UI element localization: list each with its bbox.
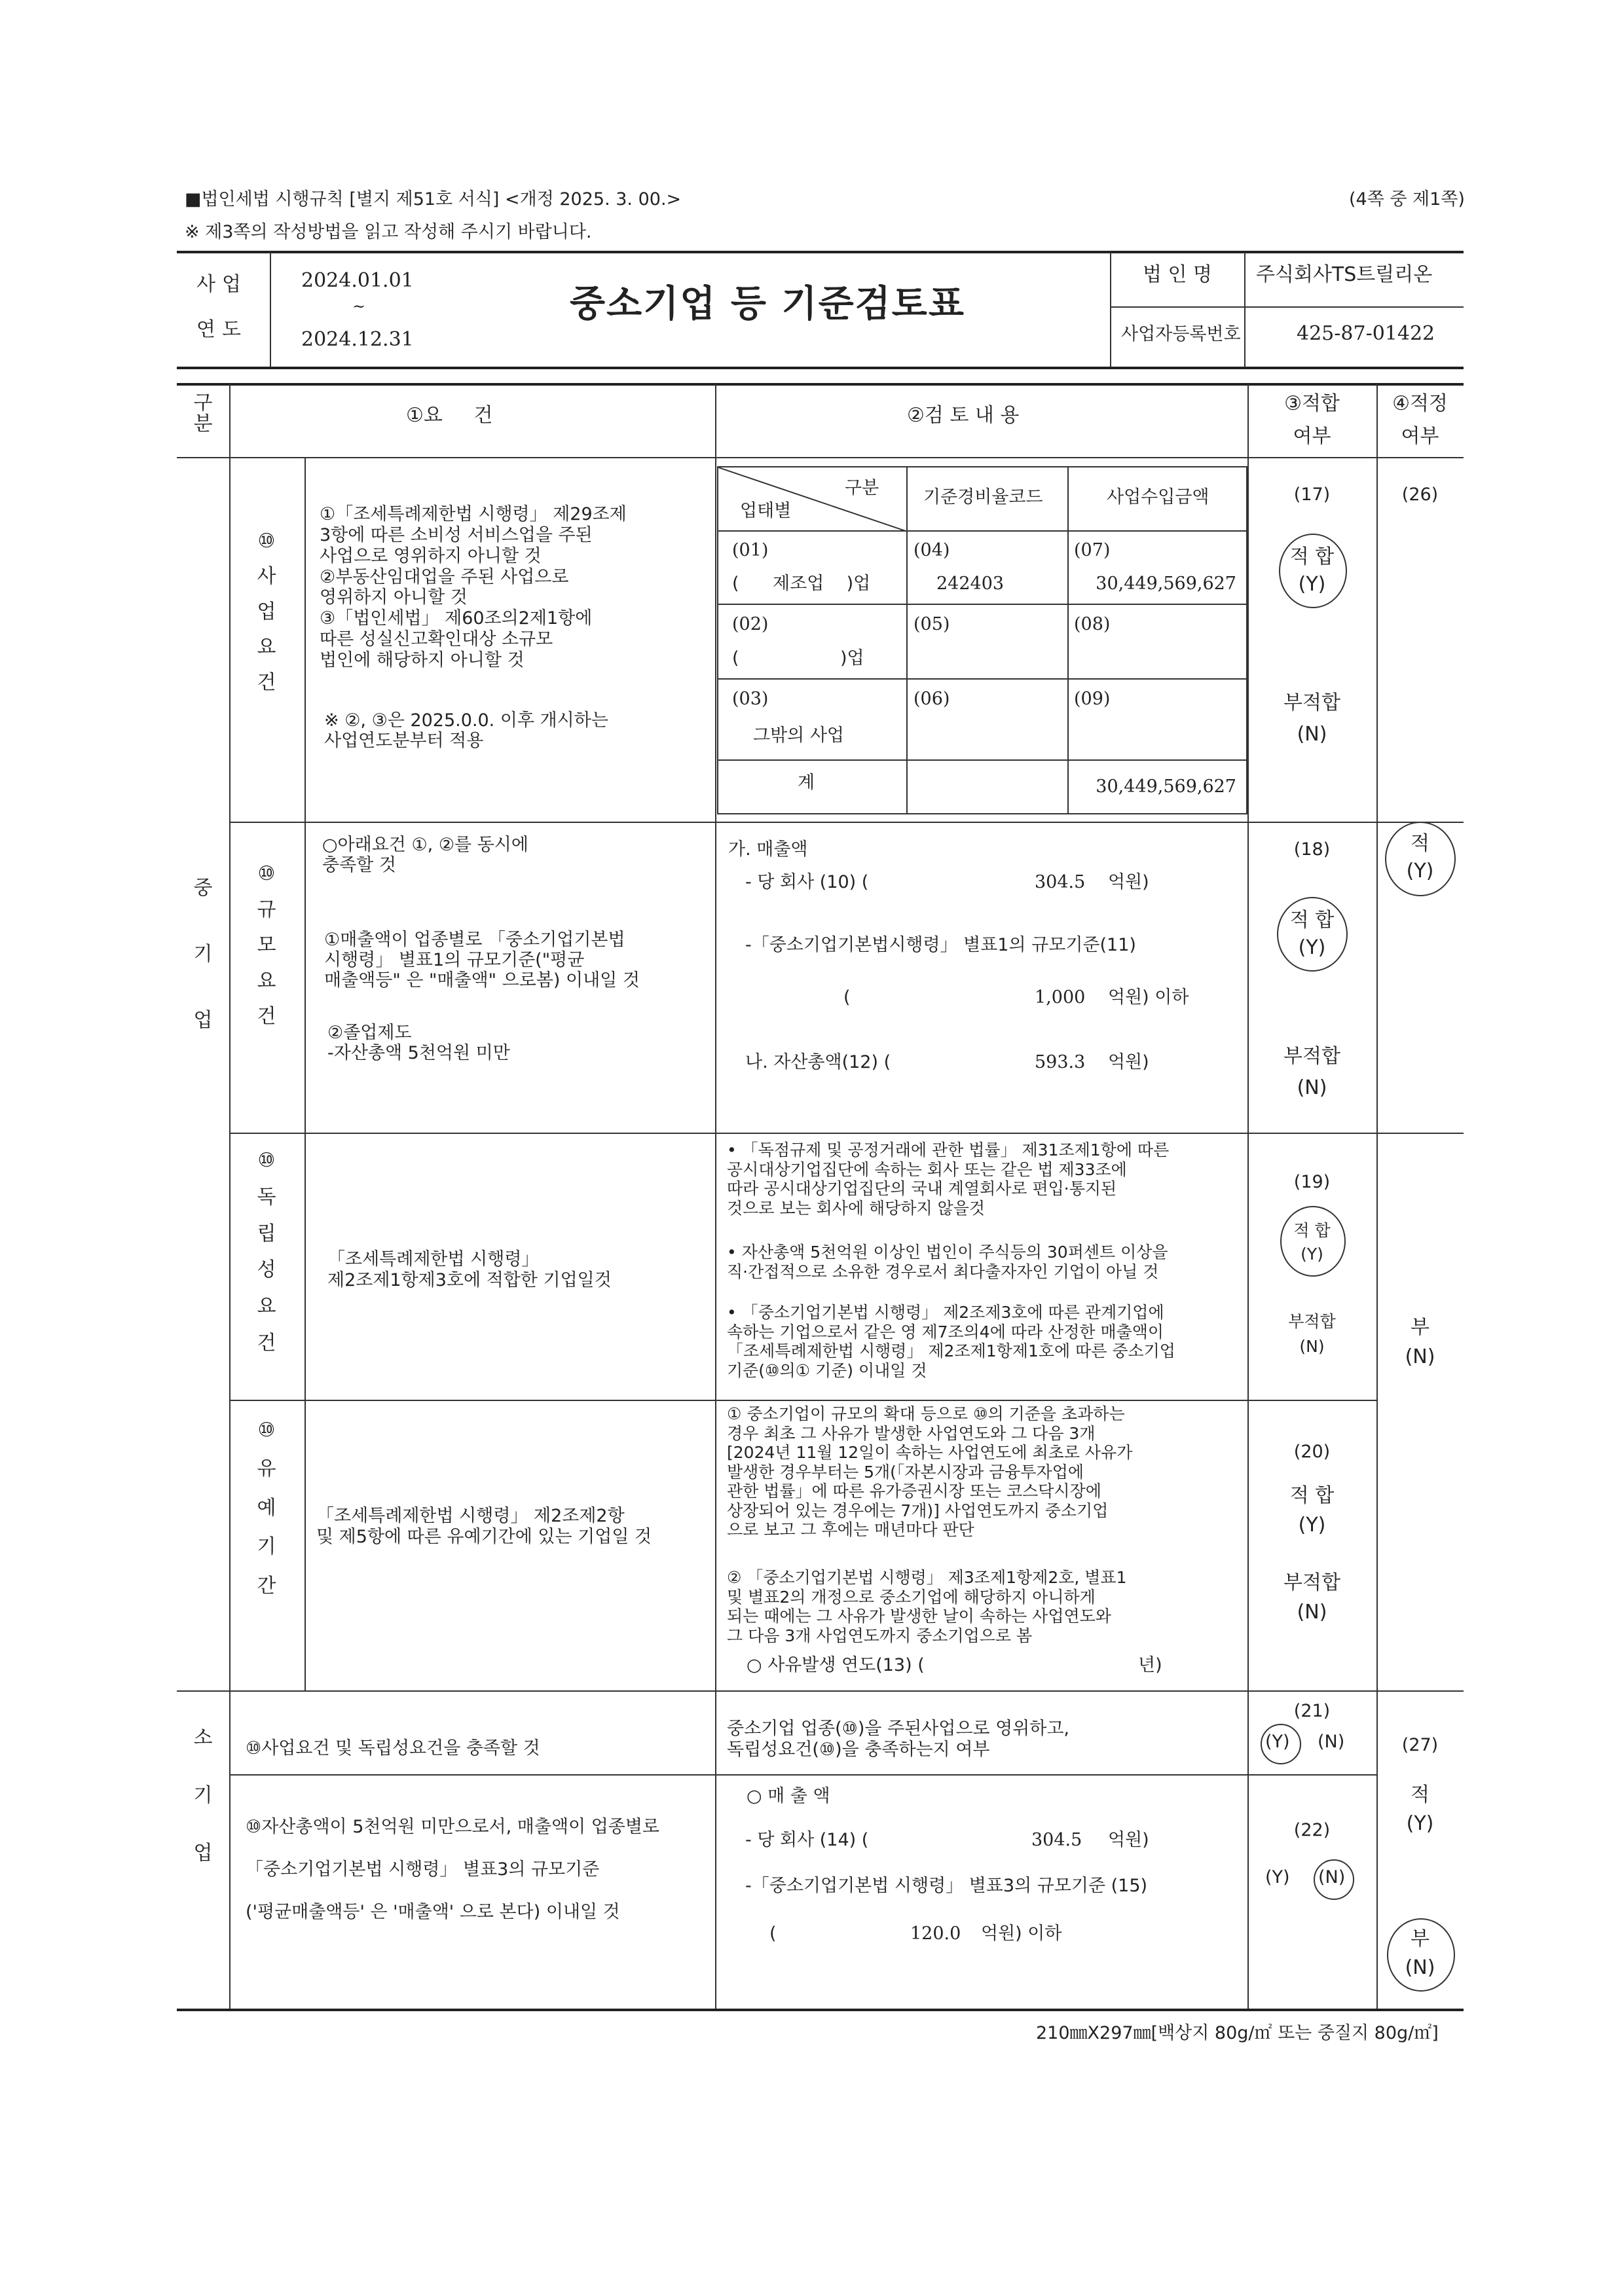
sec106-fit-y: (Y) bbox=[1265, 1867, 1290, 1887]
it-sum-amt: 30,449,569,627 bbox=[1096, 776, 1236, 797]
header-requirement: ①요 건 bbox=[406, 404, 493, 427]
sec103-fit-no: (19) bbox=[1293, 1172, 1331, 1192]
sec102-rev-standard: -「중소기업기본법시행령」 별표1의 규모기준(11) bbox=[745, 935, 1136, 955]
title-top-border bbox=[177, 251, 1464, 253]
sec102-req-graduation: ②졸업제도 -자산총액 5천억원 미만 bbox=[327, 1023, 510, 1064]
sec102-rev-standard-unit: 억원) 이하 bbox=[1108, 987, 1189, 1008]
title-divider-1 bbox=[270, 252, 271, 367]
diag-cell bbox=[718, 467, 908, 532]
sec106-rev-company-val: 304.5 bbox=[1031, 1830, 1082, 1850]
sec102-req-sales: ①매출액이 업종별로 「중소기업기본법 시행령」 별표1의 규모기준("평균 매출액등" 은 "매출액" 으로봄) 이내일 것 bbox=[324, 930, 640, 991]
it-r1-code: 242403 bbox=[936, 574, 1005, 594]
corp-name: 주식회사TS트릴리온 bbox=[1256, 263, 1433, 286]
it-head-ind: 업태별 bbox=[740, 501, 792, 521]
row-105-bottom bbox=[229, 1774, 1376, 1776]
sec102-fit-n: 부적합 (N) bbox=[1283, 1045, 1340, 1099]
row-102-bottom bbox=[229, 1133, 1464, 1134]
document-title: 중소기업 등 기준검토표 bbox=[570, 283, 965, 325]
sec102-req-intro: ○아래요건 ①, ②를 동시에 충족할 것 bbox=[322, 835, 528, 876]
period-end: 2024.12.31 bbox=[301, 328, 414, 351]
sec104-fit-no: (20) bbox=[1293, 1442, 1331, 1462]
sec106-rev-standard-val: 120.0 bbox=[910, 1923, 961, 1944]
instruction-note: ※ 제3쪽의 작성방법을 읽고 작성해 주시기 바랍니다. bbox=[185, 222, 592, 242]
category-small: 소 기 업 bbox=[193, 1726, 213, 1865]
sec106-rev-sales: ○ 매 출 액 bbox=[747, 1786, 830, 1806]
biz-no-label: 사업자등록번호 bbox=[1121, 324, 1241, 344]
sec106-rev-company: - 당 회사 (14) ( bbox=[745, 1830, 869, 1850]
sec103-review-1: • 「독점규제 및 공정거래에 관한 법률」 제31조제1항에 따른 공시대상기업집단에 속하는 회사 또는 같은 법 제33조에 따라 공시대상기업집단의 국내 계열회사로 편입·통지된 것으로 보는 회사에 해당하지 않을것 bbox=[727, 1140, 1170, 1218]
sec106-fit-n: (N) bbox=[1318, 1867, 1346, 1887]
sec102-rev-company-unit: 억원) bbox=[1108, 872, 1149, 892]
sec105-review: 중소기업 업종(⑩)을 주된사업으로 영위하고, 독립성요건(⑩)을 충족하는지 여부 bbox=[727, 1719, 1069, 1760]
sec102-rev-assets: 나. 자산총액(12) ( bbox=[745, 1052, 891, 1072]
it-row-line-1 bbox=[717, 530, 1247, 532]
sec104-fit-y: 적 합 (Y) bbox=[1289, 1484, 1335, 1537]
it-r3-no: (03) bbox=[732, 689, 769, 709]
page-info: (4쪽 중 제1쪽) bbox=[1349, 189, 1465, 210]
row-103-bottom bbox=[229, 1400, 1376, 1401]
sec106-fit-no: (22) bbox=[1293, 1820, 1331, 1840]
sec104-review-2: ② 「중소기업기본법 시행령」 제3조제1항제2호, 별표1 및 별표2의 개정으로 중소기업에 해당하지 아니하게 되는 때에는 그 사유가 발생한 날이 속하는 사업연도와 그 다음 3개 사업연도까지 중소기업으로 봄 bbox=[727, 1568, 1127, 1645]
it-r1-amt: 30,449,569,627 bbox=[1096, 574, 1236, 594]
title-bottom-border bbox=[177, 367, 1464, 369]
header-category: 구 분 bbox=[193, 392, 213, 435]
sec106-rev-company-unit: 억원) bbox=[1108, 1830, 1149, 1850]
sec102-rev-standard-open: ( bbox=[843, 987, 851, 1008]
title-divider-3 bbox=[1244, 252, 1246, 367]
sec103-fit-y: 적 합 (Y) bbox=[1293, 1221, 1331, 1264]
it-r2-amt-no: (08) bbox=[1074, 614, 1111, 634]
it-head-code: 기준경비율코드 bbox=[923, 487, 1043, 507]
sec103-fit-n: 부적합 (N) bbox=[1288, 1312, 1336, 1356]
sec104-review-1: ① 중소기업이 규모의 확대 등으로 ⑩의 기준을 초과하는 경우 최초 그 사유가 발생한 사업연도와 그 다음 3개 [2024년 11월 12일이 속하는 사업연도에 최초로 사유가 발생한 경우부터는 5개(「자본시장과 금융투자업에 관한 법률」에 따른 유가증권시장 또는 코스닥시장에 상장되어 있는 경우에는 7개)] 사업연도까지 중소기업 으로 보고 그 후에는 매년마다 판단 bbox=[727, 1404, 1133, 1539]
sec104-label: ⑩ 유 예 기 간 bbox=[257, 1419, 276, 1597]
sec105-fit-y: (Y) bbox=[1265, 1732, 1290, 1752]
sec102-fit-y: 적 합 (Y) bbox=[1289, 909, 1335, 959]
main-header-bottom bbox=[177, 457, 1464, 458]
sec102-label: ⑩ 규 모 요 건 bbox=[257, 862, 276, 1029]
main-top-border bbox=[177, 383, 1464, 386]
col-line-decision bbox=[1376, 384, 1378, 2009]
sec106-rev-standard: -「중소기업기본법 시행령」 별표3의 규모기준 (15) bbox=[745, 1876, 1148, 1896]
industry-table bbox=[717, 466, 1247, 814]
it-r1-name: ( 제조업 )업 bbox=[732, 574, 871, 594]
row-101-bottom bbox=[229, 822, 1464, 823]
header-decision: ④적정 여부 bbox=[1392, 392, 1448, 448]
it-r2-name: ( )업 bbox=[732, 648, 864, 668]
sec101-fit-n: 부적합 (N) bbox=[1283, 691, 1340, 746]
sec106-decision-no: (27) bbox=[1401, 1735, 1439, 1755]
sec101-requirements: ①「조세특례제한법 시행령」 제29조제 3항에 따른 소비성 서비스업을 주된 사업으로 영위하지 아니할 것 ②부동산임대업을 주된 사업으로 영위하지 아니할 것 ③「법인세법」 제60조의2제1항에 따른 성실신고확인대상 소규모 법인에 해당하지 아니할 것 bbox=[320, 504, 627, 671]
it-row-line-2 bbox=[717, 604, 1247, 605]
row-104-bottom bbox=[177, 1690, 1464, 1692]
business-year-label-2: 연도 bbox=[196, 318, 248, 341]
header-fit: ③적합 여부 bbox=[1284, 392, 1340, 448]
biz-no: 425-87-01422 bbox=[1297, 322, 1435, 345]
sec105-requirement: ⑩사업요건 및 독립성요건을 충족할 것 bbox=[246, 1738, 540, 1758]
col-line-label bbox=[304, 457, 306, 1690]
sec102-fit-no: (18) bbox=[1293, 839, 1331, 860]
sec103-label: ⑩ 독 립 성 요 건 bbox=[257, 1149, 276, 1355]
sec102-decision-y: 적 (Y) bbox=[1406, 832, 1434, 883]
title-divider-2 bbox=[1110, 252, 1111, 367]
sec101-fit-no: (17) bbox=[1293, 484, 1331, 505]
it-r3-code-no: (06) bbox=[913, 689, 950, 709]
it-col-line-1 bbox=[906, 466, 908, 814]
it-sum-label: 계 bbox=[798, 773, 815, 793]
sec101-label: ⑩ 사 업 요 건 bbox=[257, 530, 276, 694]
sec105-fit-n: (N) bbox=[1318, 1732, 1345, 1752]
paper-spec-footer: 210㎜X297㎜[백상지 80g/㎡ 또는 중질지 80g/㎡] bbox=[1036, 2023, 1439, 2043]
it-head-div: 구분 bbox=[845, 478, 879, 498]
it-head-amt: 사업수입금액 bbox=[1107, 487, 1209, 507]
col-line-fit bbox=[1247, 384, 1249, 2009]
category-sme: 중 기 업 bbox=[193, 877, 213, 1032]
it-row-line-3 bbox=[717, 678, 1247, 680]
sec104-review-3-end: 년) bbox=[1138, 1655, 1162, 1675]
business-year-label-1: 사업 bbox=[196, 273, 248, 296]
sec105-fit-no: (21) bbox=[1293, 1701, 1331, 1721]
sec101-fit-y: 적 합 (Y) bbox=[1289, 545, 1335, 596]
sec101-decision-no: (26) bbox=[1401, 484, 1439, 505]
it-r1-code-no: (04) bbox=[913, 540, 950, 560]
it-col-line-2 bbox=[1067, 466, 1069, 814]
it-r3-name: 그밖의 사업 bbox=[753, 725, 844, 746]
sec106-decision-y: 적 (Y) bbox=[1406, 1783, 1434, 1835]
it-r1-amt-no: (07) bbox=[1074, 540, 1111, 560]
main-bottom-border bbox=[177, 2009, 1464, 2011]
period-tilde: ~ bbox=[352, 297, 366, 316]
form-law-reference: ■법인세법 시행규칙 [별지 제51호 서식] <개정 2025. 3. 00.> bbox=[185, 189, 682, 210]
sec106-requirement: ⑩자산총액이 5천억원 미만으로서, 매출액이 업종별로 「중소기업기본법 시행령」 별표3의 규모기준 ('평균매출액등' 은 '매출액' 으로 본다) 이내일 것 bbox=[246, 1817, 660, 1922]
corp-name-label: 법 인 명 bbox=[1143, 263, 1213, 286]
sec104-requirement: 「조세특례제한법 시행령」 제2조제2항 및 제5항에 따른 유예기간에 있는 기업일 것 bbox=[316, 1506, 652, 1547]
header-review: ②검 토 내 용 bbox=[907, 404, 1020, 427]
it-r2-code-no: (05) bbox=[913, 614, 950, 634]
sec103-requirement: 「조세특례제한법 시행령」 제2조제1항제3호에 적합한 기업일것 bbox=[327, 1249, 612, 1290]
sec102-rev-assets-val: 593.3 bbox=[1035, 1052, 1086, 1072]
sec103-review-2: • 자산총액 5천억원 이상인 법인이 주식등의 30퍼센트 이상을 직·간접적으로 소유한 경우로서 최다출자자인 기업이 아닐 것 bbox=[727, 1243, 1168, 1281]
sec106-rev-standard-open: ( bbox=[769, 1923, 777, 1944]
sec102-rev-sales: 가. 매출액 bbox=[728, 839, 808, 860]
col-line-review bbox=[715, 384, 716, 2009]
title-mid-line bbox=[1110, 306, 1464, 308]
sec103-review-3: • 「중소기업기본법 시행령」 제2조제3호에 따른 관계기업에 속하는 기업으로서 같은 영 제7조의4에 따라 산정한 매출액이 「조세특례제한법 시행령」 제2조제1항제1호에 따른 중소기업 기준(⑩의① 기준) 이내일 것 bbox=[727, 1303, 1175, 1380]
sec106-decision-n: 부 (N) bbox=[1405, 1927, 1435, 1979]
sec101-note: ※ ②, ③은 2025.0.0. 이후 개시하는 사업연도분부터 적용 bbox=[324, 710, 608, 752]
sec102-rev-assets-unit: 억원) bbox=[1108, 1052, 1149, 1072]
it-row-line-4 bbox=[717, 759, 1247, 761]
sec104-review-3: ○ 사유발생 연도(13) ( bbox=[747, 1655, 925, 1675]
diag-line bbox=[718, 467, 908, 532]
sec103-decision-n: 부 (N) bbox=[1405, 1316, 1435, 1368]
sec102-rev-company: - 당 회사 (10) ( bbox=[745, 872, 869, 892]
sec106-rev-standard-unit: 억원) 이하 bbox=[981, 1923, 1062, 1944]
sec102-rev-company-val: 304.5 bbox=[1035, 872, 1086, 892]
sec104-fit-n: 부적합 (N) bbox=[1283, 1571, 1340, 1624]
it-r1-no: (01) bbox=[732, 540, 769, 560]
sec102-rev-standard-val: 1,000 bbox=[1035, 987, 1086, 1008]
period-start: 2024.01.01 bbox=[301, 269, 414, 292]
it-r2-no: (02) bbox=[732, 614, 769, 634]
it-r3-amt-no: (09) bbox=[1074, 689, 1111, 709]
